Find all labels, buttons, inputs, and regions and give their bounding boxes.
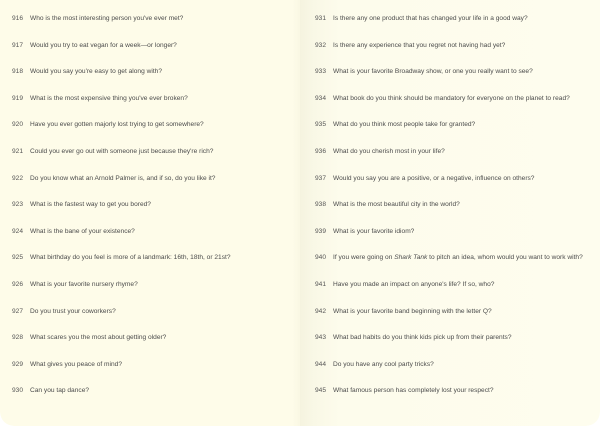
question-item bbox=[12, 174, 231, 201]
question-number: 927 bbox=[12, 307, 24, 315]
question-item bbox=[12, 14, 231, 41]
question-number: 939 bbox=[315, 227, 327, 235]
question-item bbox=[12, 200, 231, 227]
question-number: 937 bbox=[315, 174, 327, 182]
question-number: 931 bbox=[315, 15, 327, 22]
question-item bbox=[12, 333, 231, 360]
question-text: What is the most expensive thing you've ever broken? bbox=[30, 94, 188, 102]
question-text: What do you think most people take for granted? bbox=[333, 121, 476, 129]
question-item bbox=[12, 386, 231, 413]
question-number: 940 bbox=[315, 254, 327, 262]
question-text-before: If you were going on bbox=[333, 254, 395, 262]
question-item bbox=[12, 253, 231, 280]
question-number: 917 bbox=[12, 41, 24, 49]
question-item bbox=[12, 147, 231, 174]
question-item bbox=[315, 227, 583, 254]
question-number: 920 bbox=[12, 121, 24, 129]
question-number: 918 bbox=[12, 68, 24, 76]
question-item bbox=[12, 307, 231, 334]
question-item bbox=[315, 94, 583, 121]
question-number: 935 bbox=[315, 121, 327, 129]
question-number: 942 bbox=[315, 307, 327, 315]
question-number: 929 bbox=[12, 360, 24, 368]
question-number: 926 bbox=[12, 280, 24, 288]
question-item bbox=[315, 280, 583, 307]
question-text: Can you tap dance? bbox=[30, 387, 90, 395]
question-text-after: to pitch an idea, whom would you want to work with? bbox=[427, 254, 583, 262]
question-number: 928 bbox=[12, 334, 24, 342]
question-number: 923 bbox=[12, 201, 24, 209]
question-number: 930 bbox=[12, 387, 24, 395]
question-text: Is there any experience that you regret not having had yet? bbox=[333, 41, 506, 49]
question-number: 938 bbox=[315, 201, 327, 209]
question-text: What is your favorite idiom? bbox=[333, 227, 415, 235]
question-item bbox=[315, 253, 583, 280]
question-text: What is your favorite Broadway show, or one you really want to see? bbox=[333, 68, 533, 76]
question-text: Who is the most interesting person you've ever met? bbox=[30, 15, 184, 22]
show-title-italic: Shark Tank bbox=[394, 254, 428, 262]
question-number: 934 bbox=[315, 94, 327, 102]
question-text: What is the fastest way to get you bored? bbox=[30, 201, 151, 209]
question-item bbox=[12, 360, 231, 387]
question-text: Do you know what an Arnold Palmer is, and if so, do you like it? bbox=[30, 174, 216, 182]
question-list-right bbox=[315, 14, 583, 413]
question-text: Would you say you're easy to get along with? bbox=[30, 68, 162, 76]
question-number: 943 bbox=[315, 334, 327, 342]
question-number: 919 bbox=[12, 94, 24, 102]
question-number: 925 bbox=[12, 254, 24, 262]
question-item bbox=[315, 41, 583, 68]
question-item bbox=[315, 200, 583, 227]
question-text bbox=[333, 253, 583, 263]
question-text: Could you ever go out with someone just because they're rich? bbox=[30, 147, 214, 155]
question-item bbox=[12, 120, 231, 147]
question-text: Do you have any cool party tricks? bbox=[333, 360, 434, 368]
question-number: 945 bbox=[315, 387, 327, 395]
question-text: What book do you think should be mandatory for everyone on the planet to read? bbox=[333, 94, 570, 102]
question-number: 936 bbox=[315, 147, 327, 155]
question-text: What scares you the most about getting older? bbox=[30, 334, 167, 342]
question-item bbox=[315, 67, 583, 94]
question-text: What is the bane of your existence? bbox=[30, 227, 135, 235]
question-list-left bbox=[12, 14, 231, 413]
question-number: 916 bbox=[12, 15, 24, 22]
question-number: 924 bbox=[12, 227, 24, 235]
question-item bbox=[315, 386, 583, 413]
question-item bbox=[12, 67, 231, 94]
question-text: What do you cherish most in your life? bbox=[333, 147, 445, 155]
question-text: What birthday do you feel is more of a landmark: 16th, 18th, or 21st? bbox=[30, 254, 231, 262]
question-number: 944 bbox=[315, 360, 327, 368]
question-item bbox=[12, 227, 231, 254]
right-page bbox=[300, 0, 600, 426]
question-item bbox=[315, 307, 583, 334]
question-text: What is the most beautiful city in the world? bbox=[333, 201, 460, 209]
question-text: Do you trust your coworkers? bbox=[30, 307, 116, 315]
question-text: Would you say you are a positive, or a negative, influence on others? bbox=[333, 174, 535, 182]
question-text: Have you made an impact on anyone's life? If so, who? bbox=[333, 280, 495, 288]
question-text: What bad habits do you think kids pick up from their parents? bbox=[333, 334, 512, 342]
question-text: What is your favorite nursery rhyme? bbox=[30, 280, 138, 288]
question-item bbox=[12, 280, 231, 307]
question-number: 933 bbox=[315, 68, 327, 76]
question-text: What is your favorite band beginning with the letter Q? bbox=[333, 307, 492, 315]
question-text: Would you try to eat vegan for a week—or longer? bbox=[30, 41, 177, 49]
question-item bbox=[315, 360, 583, 387]
question-item bbox=[315, 174, 583, 201]
question-number: 941 bbox=[315, 280, 327, 288]
question-text: Have you ever gotten majorly lost trying to get somewhere? bbox=[30, 121, 204, 129]
question-number: 922 bbox=[12, 174, 24, 182]
question-number: 921 bbox=[12, 147, 24, 155]
question-text: What gives you peace of mind? bbox=[30, 360, 122, 368]
question-item bbox=[315, 120, 583, 147]
question-number: 932 bbox=[315, 41, 327, 49]
question-item bbox=[315, 14, 583, 41]
question-item bbox=[315, 333, 583, 360]
question-text: Is there any one product that has changed your life in a good way? bbox=[333, 15, 528, 22]
question-item bbox=[12, 94, 231, 121]
question-text: What famous person has completely lost your respect? bbox=[333, 387, 494, 395]
question-item bbox=[12, 41, 231, 68]
question-item bbox=[315, 147, 583, 174]
